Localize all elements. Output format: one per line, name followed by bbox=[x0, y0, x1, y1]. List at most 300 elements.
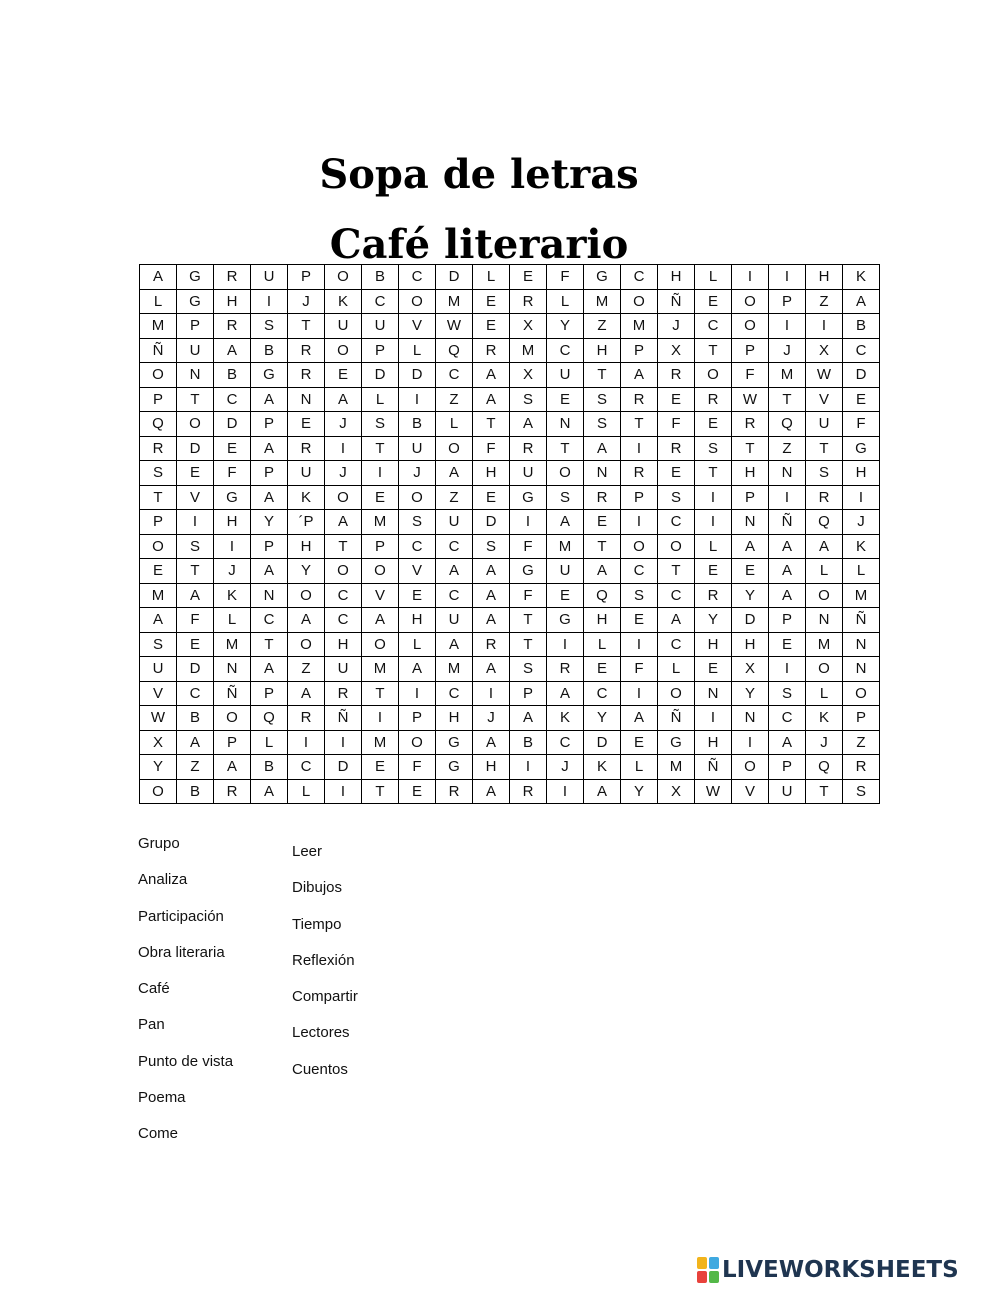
grid-cell: I bbox=[695, 485, 732, 510]
grid-cell: O bbox=[325, 559, 362, 584]
grid-cell: S bbox=[177, 534, 214, 559]
grid-cell: J bbox=[325, 412, 362, 437]
grid-cell: A bbox=[140, 608, 177, 633]
grid-cell: T bbox=[362, 681, 399, 706]
grid-cell: A bbox=[547, 681, 584, 706]
grid-cell: E bbox=[177, 632, 214, 657]
grid-cell: T bbox=[288, 314, 325, 339]
grid-cell: G bbox=[658, 730, 695, 755]
grid-cell: S bbox=[510, 657, 547, 682]
word-item: Poema bbox=[138, 1089, 186, 1107]
grid-cell: A bbox=[473, 387, 510, 412]
grid-cell: A bbox=[732, 534, 769, 559]
grid-cell: S bbox=[584, 412, 621, 437]
grid-cell: I bbox=[325, 730, 362, 755]
grid-cell: H bbox=[732, 461, 769, 486]
grid-cell: R bbox=[473, 338, 510, 363]
grid-cell: M bbox=[140, 583, 177, 608]
grid-cell: U bbox=[251, 265, 288, 290]
grid-cell: E bbox=[843, 387, 880, 412]
grid-cell: L bbox=[251, 730, 288, 755]
grid-cell: T bbox=[510, 632, 547, 657]
grid-cell: R bbox=[658, 363, 695, 388]
grid-cell: Y bbox=[251, 510, 288, 535]
grid-cell: F bbox=[473, 436, 510, 461]
word-item: Pan bbox=[138, 1016, 165, 1034]
grid-cell: O bbox=[288, 583, 325, 608]
grid-cell: J bbox=[547, 755, 584, 780]
grid-cell: E bbox=[399, 583, 436, 608]
grid-cell: A bbox=[325, 510, 362, 535]
grid-cell: T bbox=[177, 387, 214, 412]
grid-cell: L bbox=[806, 559, 843, 584]
grid-cell: P bbox=[140, 387, 177, 412]
grid-cell: L bbox=[806, 681, 843, 706]
grid-cell: G bbox=[251, 363, 288, 388]
grid-cell: A bbox=[621, 363, 658, 388]
grid-row bbox=[140, 485, 880, 510]
grid-cell: U bbox=[177, 338, 214, 363]
grid-cell: K bbox=[806, 706, 843, 731]
grid-cell: R bbox=[473, 632, 510, 657]
grid-cell: A bbox=[288, 608, 325, 633]
grid-cell: Y bbox=[547, 314, 584, 339]
grid-cell: T bbox=[584, 534, 621, 559]
word-item: Punto de vista bbox=[138, 1052, 234, 1070]
grid-cell: X bbox=[510, 314, 547, 339]
grid-cell: E bbox=[769, 632, 806, 657]
grid-cell: C bbox=[658, 632, 695, 657]
grid-cell: I bbox=[325, 436, 362, 461]
grid-cell: Y bbox=[288, 559, 325, 584]
grid-cell: Q bbox=[436, 338, 473, 363]
grid-cell: T bbox=[325, 534, 362, 559]
grid-cell: I bbox=[325, 779, 362, 804]
grid-cell: P bbox=[177, 314, 214, 339]
grid-cell: J bbox=[658, 314, 695, 339]
word-item: Come bbox=[138, 1125, 179, 1143]
grid-row bbox=[140, 632, 880, 657]
grid-cell: H bbox=[473, 461, 510, 486]
grid-cell: E bbox=[621, 730, 658, 755]
grid-cell: S bbox=[621, 583, 658, 608]
grid-cell: Ñ bbox=[843, 608, 880, 633]
grid-cell: P bbox=[769, 289, 806, 314]
grid-cell: A bbox=[214, 338, 251, 363]
grid-cell: T bbox=[362, 436, 399, 461]
grid-cell: R bbox=[214, 314, 251, 339]
word-item: Café bbox=[138, 980, 170, 998]
grid-cell: R bbox=[325, 681, 362, 706]
grid-row bbox=[140, 559, 880, 584]
grid-cell: C bbox=[288, 755, 325, 780]
grid-cell: L bbox=[695, 265, 732, 290]
word-item: Lectores bbox=[292, 1024, 350, 1042]
grid-cell: Y bbox=[584, 706, 621, 731]
grid-cell: T bbox=[473, 412, 510, 437]
grid-cell: U bbox=[436, 510, 473, 535]
grid-cell: A bbox=[251, 485, 288, 510]
grid-cell: D bbox=[325, 755, 362, 780]
grid-cell: K bbox=[843, 265, 880, 290]
grid-cell: J bbox=[288, 289, 325, 314]
grid-cell: L bbox=[584, 632, 621, 657]
grid-row bbox=[140, 387, 880, 412]
grid-cell: R bbox=[732, 412, 769, 437]
grid-cell: R bbox=[288, 436, 325, 461]
grid-cell: U bbox=[547, 363, 584, 388]
word-item: Obra literaria bbox=[138, 943, 225, 961]
grid-cell: E bbox=[695, 289, 732, 314]
grid-cell: M bbox=[436, 657, 473, 682]
grid-cell: X bbox=[658, 338, 695, 363]
grid-cell: O bbox=[399, 730, 436, 755]
grid-cell: H bbox=[584, 608, 621, 633]
grid-cell: A bbox=[769, 730, 806, 755]
grid-row bbox=[140, 534, 880, 559]
grid-cell: H bbox=[214, 510, 251, 535]
grid-cell: C bbox=[584, 681, 621, 706]
grid-cell: A bbox=[584, 436, 621, 461]
grid-cell: A bbox=[251, 436, 288, 461]
grid-cell: K bbox=[547, 706, 584, 731]
grid-cell: R bbox=[695, 387, 732, 412]
grid-cell: O bbox=[732, 289, 769, 314]
grid-cell: T bbox=[584, 363, 621, 388]
grid-row bbox=[140, 510, 880, 535]
grid-cell: O bbox=[621, 534, 658, 559]
grid-cell: T bbox=[658, 559, 695, 584]
grid-cell: X bbox=[510, 363, 547, 388]
grid-cell: I bbox=[473, 681, 510, 706]
grid-cell: Y bbox=[140, 755, 177, 780]
grid-cell: P bbox=[251, 412, 288, 437]
grid-cell: A bbox=[399, 657, 436, 682]
grid-cell: U bbox=[769, 779, 806, 804]
grid-cell: P bbox=[621, 485, 658, 510]
grid-cell: A bbox=[251, 559, 288, 584]
grid-cell: R bbox=[843, 755, 880, 780]
grid-cell: Ñ bbox=[325, 706, 362, 731]
grid-cell: Ñ bbox=[658, 289, 695, 314]
grid-cell: S bbox=[584, 387, 621, 412]
grid-cell: M bbox=[621, 314, 658, 339]
grid-cell: K bbox=[843, 534, 880, 559]
grid-cell: D bbox=[399, 363, 436, 388]
grid-cell: O bbox=[214, 706, 251, 731]
grid-cell: L bbox=[695, 534, 732, 559]
grid-cell: E bbox=[325, 363, 362, 388]
grid-cell: T bbox=[547, 436, 584, 461]
grid-cell: K bbox=[214, 583, 251, 608]
grid-cell: Ñ bbox=[140, 338, 177, 363]
grid-cell: M bbox=[214, 632, 251, 657]
grid-cell: H bbox=[325, 632, 362, 657]
grid-cell: R bbox=[140, 436, 177, 461]
grid-cell: E bbox=[473, 314, 510, 339]
grid-cell: Z bbox=[769, 436, 806, 461]
grid-cell: R bbox=[547, 657, 584, 682]
grid-cell: C bbox=[436, 534, 473, 559]
worksheet-title: Sopa de letras bbox=[319, 150, 639, 198]
grid-cell: S bbox=[547, 485, 584, 510]
grid-row bbox=[140, 608, 880, 633]
grid-cell: R bbox=[288, 363, 325, 388]
grid-cell: Q bbox=[584, 583, 621, 608]
grid-cell: A bbox=[658, 608, 695, 633]
grid-cell: U bbox=[288, 461, 325, 486]
grid-cell: I bbox=[399, 681, 436, 706]
grid-cell: L bbox=[399, 338, 436, 363]
grid-cell: M bbox=[843, 583, 880, 608]
grid-cell: G bbox=[510, 485, 547, 510]
grid-cell: C bbox=[325, 583, 362, 608]
grid-cell: Ñ bbox=[214, 681, 251, 706]
grid-cell: C bbox=[177, 681, 214, 706]
grid-cell: B bbox=[177, 706, 214, 731]
grid-cell: Z bbox=[806, 289, 843, 314]
grid-cell: W bbox=[140, 706, 177, 731]
grid-cell: P bbox=[362, 534, 399, 559]
grid-cell: Q bbox=[140, 412, 177, 437]
word-item: Reflexión bbox=[292, 951, 355, 969]
grid-cell: K bbox=[288, 485, 325, 510]
grid-cell: E bbox=[288, 412, 325, 437]
grid-cell: I bbox=[399, 387, 436, 412]
grid-cell: N bbox=[288, 387, 325, 412]
grid-cell: Y bbox=[732, 681, 769, 706]
grid-cell: U bbox=[547, 559, 584, 584]
word-item: Participación bbox=[138, 907, 224, 925]
grid-cell: S bbox=[473, 534, 510, 559]
grid-cell: S bbox=[769, 681, 806, 706]
grid-cell: A bbox=[473, 363, 510, 388]
grid-cell: E bbox=[732, 559, 769, 584]
grid-cell: R bbox=[695, 583, 732, 608]
grid-cell: S bbox=[806, 461, 843, 486]
grid-cell: O bbox=[436, 436, 473, 461]
grid-cell: O bbox=[325, 485, 362, 510]
grid-cell: E bbox=[547, 387, 584, 412]
grid-cell: C bbox=[399, 534, 436, 559]
grid-cell: L bbox=[436, 412, 473, 437]
grid-cell: O bbox=[177, 412, 214, 437]
grid-cell: Q bbox=[806, 755, 843, 780]
grid-cell: O bbox=[806, 583, 843, 608]
grid-cell: T bbox=[177, 559, 214, 584]
grid-cell: L bbox=[362, 387, 399, 412]
grid-cell: L bbox=[473, 265, 510, 290]
grid-cell: C bbox=[658, 510, 695, 535]
grid-cell: R bbox=[806, 485, 843, 510]
grid-cell: A bbox=[436, 632, 473, 657]
grid-cell: C bbox=[695, 314, 732, 339]
grid-cell: E bbox=[695, 412, 732, 437]
grid-cell: I bbox=[288, 730, 325, 755]
grid-cell: I bbox=[251, 289, 288, 314]
grid-cell: I bbox=[621, 681, 658, 706]
grid-cell: I bbox=[177, 510, 214, 535]
grid-cell: O bbox=[658, 681, 695, 706]
grid-cell: ´P bbox=[288, 510, 325, 535]
grid-cell: T bbox=[806, 436, 843, 461]
grid-cell: C bbox=[547, 730, 584, 755]
grid-cell: I bbox=[769, 265, 806, 290]
grid-cell: T bbox=[769, 387, 806, 412]
grid-cell: A bbox=[436, 559, 473, 584]
grid-cell: J bbox=[806, 730, 843, 755]
grid-cell: C bbox=[658, 583, 695, 608]
grid-cell: R bbox=[288, 706, 325, 731]
grid-cell: F bbox=[547, 265, 584, 290]
grid-cell: B bbox=[177, 779, 214, 804]
word-item: Analiza bbox=[138, 871, 188, 889]
grid-cell: D bbox=[584, 730, 621, 755]
grid-cell: U bbox=[140, 657, 177, 682]
grid-cell: M bbox=[658, 755, 695, 780]
grid-cell: V bbox=[806, 387, 843, 412]
grid-cell: C bbox=[325, 608, 362, 633]
grid-cell: L bbox=[658, 657, 695, 682]
grid-cell: T bbox=[251, 632, 288, 657]
grid-cell: H bbox=[473, 755, 510, 780]
grid-cell: A bbox=[806, 534, 843, 559]
grid-cell: O bbox=[399, 289, 436, 314]
grid-cell: X bbox=[658, 779, 695, 804]
grid-cell: L bbox=[399, 632, 436, 657]
grid-cell: I bbox=[510, 755, 547, 780]
grid-cell: F bbox=[177, 608, 214, 633]
grid-cell: G bbox=[547, 608, 584, 633]
grid-cell: A bbox=[325, 387, 362, 412]
grid-cell: O bbox=[140, 534, 177, 559]
grid-cell: I bbox=[547, 779, 584, 804]
word-item: Cuentos bbox=[292, 1060, 348, 1078]
grid-row bbox=[140, 461, 880, 486]
grid-cell: P bbox=[732, 338, 769, 363]
grid-cell: C bbox=[251, 608, 288, 633]
grid-cell: V bbox=[177, 485, 214, 510]
word-search-grid bbox=[139, 264, 880, 804]
grid-cell: X bbox=[806, 338, 843, 363]
grid-cell: W bbox=[695, 779, 732, 804]
grid-cell: A bbox=[473, 657, 510, 682]
grid-cell: E bbox=[695, 559, 732, 584]
grid-cell: A bbox=[769, 559, 806, 584]
grid-cell: E bbox=[695, 657, 732, 682]
grid-cell: Z bbox=[288, 657, 325, 682]
grid-cell: P bbox=[362, 338, 399, 363]
grid-cell: M bbox=[584, 289, 621, 314]
grid-cell: E bbox=[658, 387, 695, 412]
grid-cell: Y bbox=[695, 608, 732, 633]
grid-cell: U bbox=[325, 657, 362, 682]
grid-cell: A bbox=[251, 657, 288, 682]
grid-cell: A bbox=[769, 583, 806, 608]
grid-cell: M bbox=[510, 338, 547, 363]
grid-cell: G bbox=[436, 755, 473, 780]
grid-cell: C bbox=[436, 681, 473, 706]
grid-cell: F bbox=[510, 534, 547, 559]
grid-cell: U bbox=[510, 461, 547, 486]
grid-cell: F bbox=[732, 363, 769, 388]
grid-cell: I bbox=[769, 314, 806, 339]
grid-cell: G bbox=[510, 559, 547, 584]
grid-cell: H bbox=[732, 632, 769, 657]
grid-cell: R bbox=[658, 436, 695, 461]
word-item: Tiempo bbox=[292, 915, 342, 933]
grid-cell: P bbox=[214, 730, 251, 755]
grid-cell: I bbox=[621, 436, 658, 461]
grid-cell: B bbox=[510, 730, 547, 755]
word-item: Compartir bbox=[292, 988, 358, 1006]
grid-cell: I bbox=[362, 706, 399, 731]
grid-cell: A bbox=[621, 706, 658, 731]
grid-cell: T bbox=[695, 461, 732, 486]
grid-row bbox=[140, 265, 880, 290]
grid-cell: G bbox=[436, 730, 473, 755]
grid-cell: P bbox=[769, 755, 806, 780]
grid-cell: O bbox=[140, 779, 177, 804]
grid-cell: I bbox=[547, 632, 584, 657]
grid-cell: R bbox=[621, 461, 658, 486]
grid-cell: C bbox=[436, 583, 473, 608]
grid-cell: S bbox=[362, 412, 399, 437]
grid-cell: A bbox=[177, 583, 214, 608]
grid-cell: O bbox=[325, 338, 362, 363]
grid-cell: I bbox=[732, 265, 769, 290]
grid-row bbox=[140, 338, 880, 363]
grid-cell: E bbox=[399, 779, 436, 804]
grid-cell: Z bbox=[843, 730, 880, 755]
grid-cell: I bbox=[695, 706, 732, 731]
grid-cell: M bbox=[362, 730, 399, 755]
grid-cell: A bbox=[436, 461, 473, 486]
grid-cell: S bbox=[695, 436, 732, 461]
grid-cell: L bbox=[547, 289, 584, 314]
grid-cell: C bbox=[399, 265, 436, 290]
grid-cell: S bbox=[251, 314, 288, 339]
grid-cell: A bbox=[584, 559, 621, 584]
grid-cell: O bbox=[806, 657, 843, 682]
grid-cell: H bbox=[399, 608, 436, 633]
grid-cell: A bbox=[214, 755, 251, 780]
grid-cell: A bbox=[510, 706, 547, 731]
grid-cell: F bbox=[399, 755, 436, 780]
grid-cell: I bbox=[843, 485, 880, 510]
grid-cell: N bbox=[584, 461, 621, 486]
grid-cell: W bbox=[806, 363, 843, 388]
liveworksheets-logo bbox=[697, 1255, 997, 1285]
grid-cell: A bbox=[473, 583, 510, 608]
grid-cell: U bbox=[325, 314, 362, 339]
grid-cell: F bbox=[214, 461, 251, 486]
grid-cell: D bbox=[362, 363, 399, 388]
grid-cell: D bbox=[436, 265, 473, 290]
grid-row bbox=[140, 755, 880, 780]
grid-row bbox=[140, 706, 880, 731]
grid-row bbox=[140, 730, 880, 755]
grid-cell: O bbox=[547, 461, 584, 486]
grid-cell: T bbox=[621, 412, 658, 437]
grid-cell: O bbox=[695, 363, 732, 388]
grid-cell: H bbox=[695, 632, 732, 657]
grid-cell: I bbox=[214, 534, 251, 559]
grid-cell: A bbox=[510, 412, 547, 437]
grid-cell: S bbox=[843, 779, 880, 804]
worksheet-subtitle: Café literario bbox=[329, 221, 629, 269]
grid-cell: V bbox=[399, 314, 436, 339]
